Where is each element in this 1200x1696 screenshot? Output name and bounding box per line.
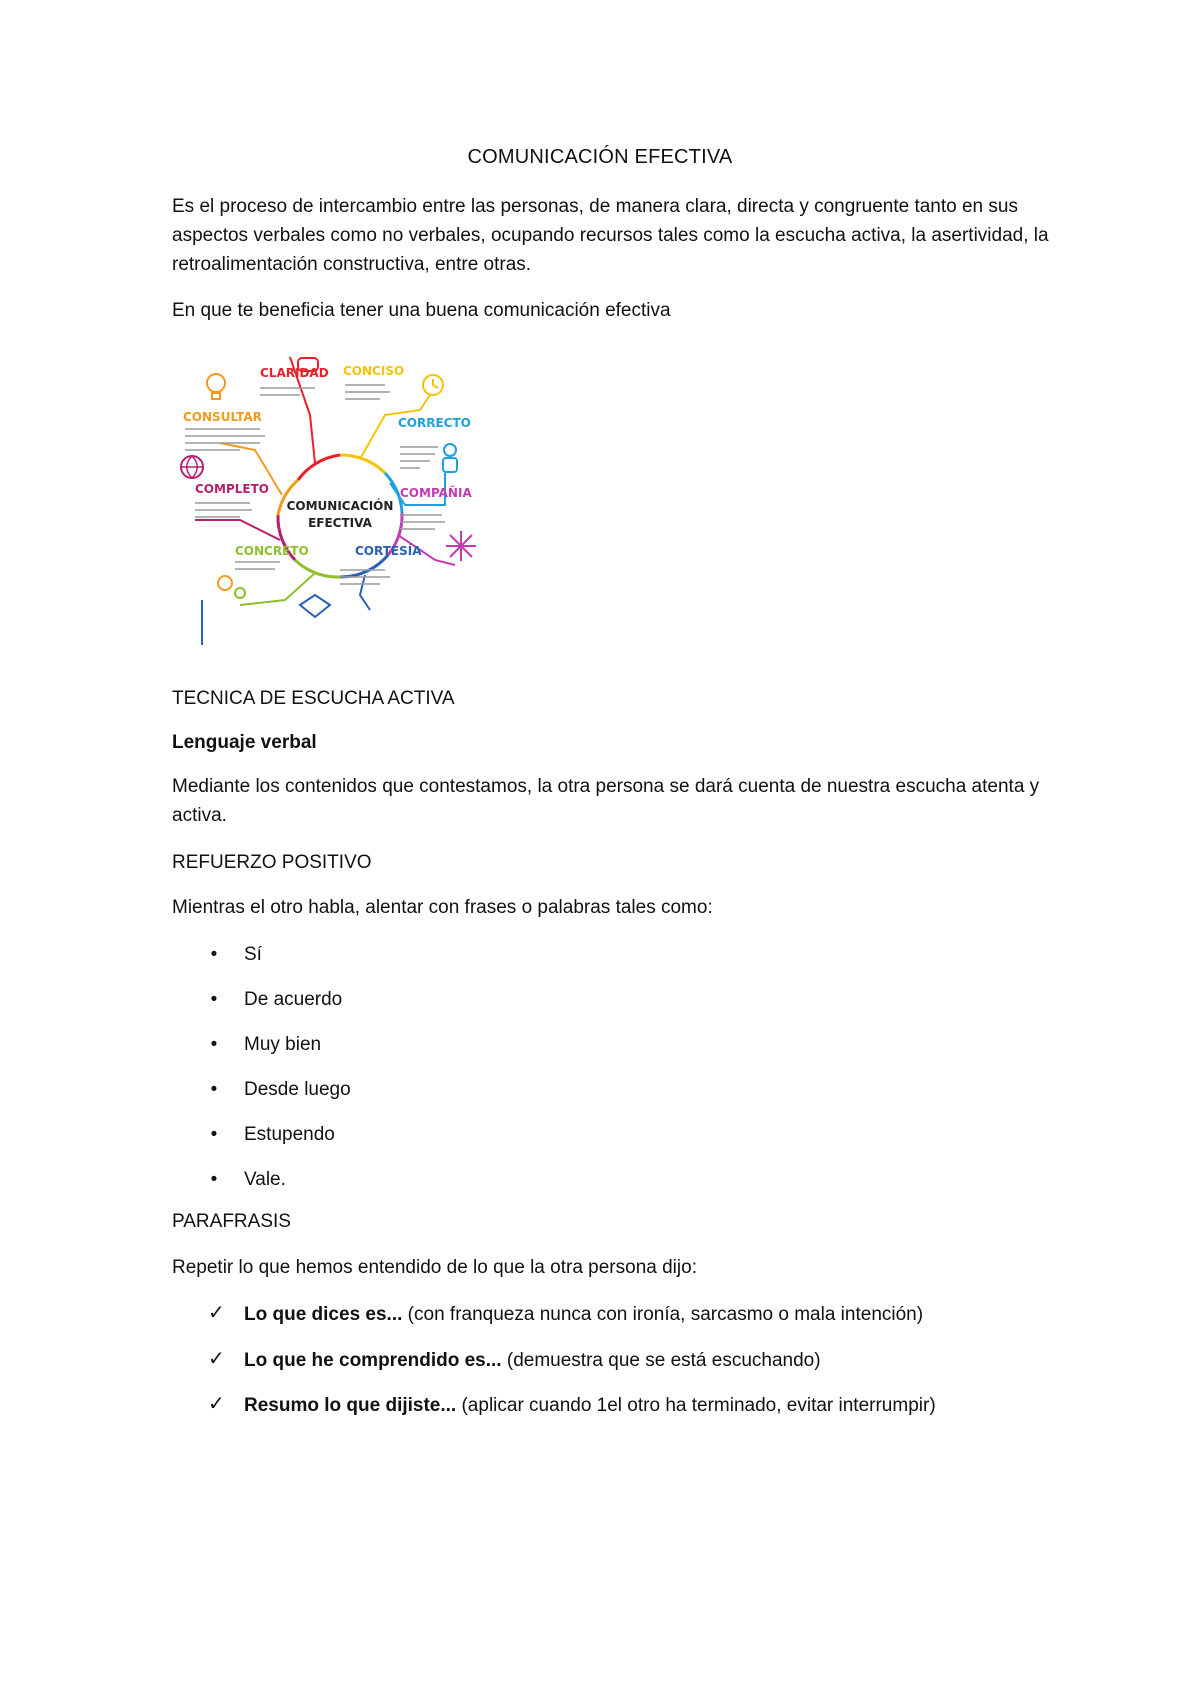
paragraph-parafrasis: Repetir lo que hemos entendido de lo que la otra persona dijo: [172,1257,697,1278]
communication-diagram [180,355,500,655]
check-icon: ✓ [208,1302,225,1324]
section-refuerzo-positivo: REFUERZO POSITIVO [172,852,372,873]
handshake-icon [300,595,330,617]
diagram-center-line2: EFECTIVA [308,516,372,530]
lightbulb-icon [207,374,225,399]
diagram-svg [180,355,500,655]
page-title: COMUNICACIÓN EFECTIVA [467,146,733,168]
globe-icon [181,456,203,478]
check-icon: ✓ [208,1348,225,1370]
paragraph-refuerzo: Mientras el otro habla, alentar con frases o palabras tales como: [172,897,713,918]
label-concreto: CONCRETO [235,544,309,558]
intro-paragraph: Es el proceso de intercambio entre las personas, de manera clara, directa y congruente tanto en sus aspectos verbales como no verbales, ocupando recursos tales como la escucha activa, la asertividad, la retroalimentación constructiva, entre otras. [172,196,1049,275]
network-icon [446,531,476,561]
paragraph-lenguaje-verbal: Mediante los contenidos que contestamos, la otra persona se dará cuenta de nuestra escucha atenta y activa. [172,776,1040,826]
check-icon: ✓ [208,1393,225,1415]
person-icon [443,444,457,472]
section-parafrasis: PARAFRASIS [172,1211,291,1232]
label-conciso: CONCISO [343,364,405,378]
benefit-question: En que te beneficia tener una buena comunicación efectiva [172,300,671,321]
diagram-center-line1: COMUNICACIÓN [286,499,394,513]
label-compania: COMPAÑIA [400,486,472,500]
subheading-lenguaje-verbal: Lenguaje verbal [172,732,317,753]
clock-icon [423,375,443,395]
label-completo: COMPLETO [195,482,269,496]
label-claridad: CLARIDAD [260,366,329,380]
label-cortesia: CORTESÍA [355,544,422,558]
document-page: COMUNICACIÓN EFECTIVA Es el proceso de intercambio entre las personas, de manera clara, directa y congruente tanto en sus aspectos verbales como no verbales, ocupando recursos tales como la escucha activa, la asertividad, la retroalimentación constructiva, entre otras. En que te beneficia tener una buena comunicación efectiva COMUNICACIÓN EFECTIVA CLARIDAD CONCISO CORRECTO COMPAÑIA CORTESÍA CONCRETO COMPLETO CONSULTAR TECNICA DE ESCUCHA ACTIVA Lenguaje verbal Mediante los contenidos que contestamos, la otra persona se dará cuenta de nuestra escucha atenta y activa. REFUERZO POSITIVO Mientras el otro habla, alentar con frases o palabras tales como: • Sí • De acuerdo • Muy bien • Desde luego • Estupendo • Vale. PARAFRASIS Repetir lo que hemos entendido de lo que la otra persona dijo: ✓ Lo que dices es... (con franqueza nunca con ironía, sarcasmo o mala intención) ✓ Lo que he comprendido es... (demuestra que se está escuchando) ✓ Resumo lo que dijiste... (aplicar cuando 1el otro ha terminado, evitar interrumpir) [0,0,1200,1696]
label-correcto: CORRECTO [398,416,471,430]
label-consultar: CONSULTAR [183,410,262,424]
section-escucha-activa: TECNICA DE ESCUCHA ACTIVA [172,688,455,709]
gears-icon [218,576,245,598]
